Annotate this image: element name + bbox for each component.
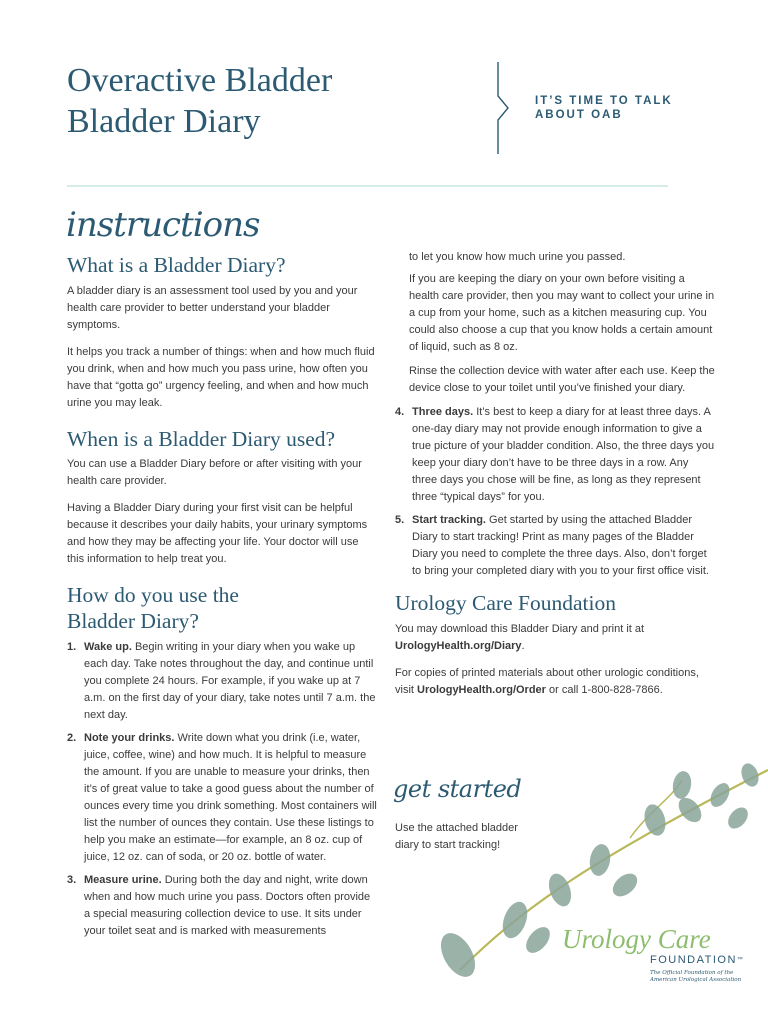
- ucf-text: .: [521, 640, 525, 652]
- when-paragraph-1: You can use a Bladder Diary before or after visiting with your health care provider.: [67, 458, 362, 487]
- step-item: [67, 730, 377, 866]
- right-column: [395, 249, 715, 699]
- step-title: Wake up.: [84, 641, 132, 653]
- ucf-paragraph-2: [395, 665, 715, 699]
- ucf-text: or call 1-800-828-7866.: [545, 684, 663, 696]
- when-heading: When is a Bladder Diary used?: [67, 427, 336, 451]
- step-text: During both the day and night, write down when and how much urine you pass. Doctors often provide a special measuring collection device to use. It sits under your toilet seat and is marked with measurements: [84, 874, 371, 937]
- step-title: Three days.: [412, 406, 474, 418]
- diary-link[interactable]: UrologyHealth.org/Diary: [395, 640, 522, 652]
- get-started-text: Use the attached bladder diary to start tracking!: [395, 822, 518, 851]
- logo-desc-line-2: American Urological Association: [650, 977, 742, 983]
- steps-list-left: [67, 639, 377, 940]
- logo-name: Urology Care: [562, 924, 711, 954]
- trademark-symbol: ™: [736, 957, 745, 963]
- logo-foundation-text: FOUNDATION: [650, 954, 737, 966]
- step-item: [395, 512, 715, 580]
- step-3-continued-3: Rinse the collection device with water after each use. Keep the device close to your toilet until you’ve finished your diary.: [409, 365, 715, 394]
- ucf-text: For copies of printed materials about other urologic conditions, visit: [395, 667, 699, 696]
- step-text: Begin writing in your diary when you wake up each day. Take notes throughout the day, and continue until you complete 24 hours. For example, if you wake up at 7 a.m. on the first day of your diary, take notes until 7 a.m. the next day.: [84, 641, 376, 721]
- step-number: 4.: [395, 406, 405, 418]
- left-column: [67, 252, 377, 940]
- step-item: [67, 639, 377, 724]
- step-number: 3.: [67, 874, 77, 886]
- step-text: Get started by using the attached Bladder Diary to start tracking! Print as many pages of the Bladder Diary you need to complete the three days. Also, don’t forget to bring your completed diary with you to your first office visit.: [412, 514, 709, 577]
- step-title: Start tracking.: [412, 514, 486, 526]
- steps-list-right: [395, 404, 715, 580]
- step-3-continued-1: to let you know how much urine you passed.: [409, 251, 626, 263]
- tagline-line-2: ABOUT OAB: [535, 109, 623, 121]
- step-item: [67, 872, 377, 940]
- what-heading: What is a Bladder Diary?: [67, 253, 286, 277]
- logo-foundation: [650, 954, 744, 967]
- step-3-continued-2: If you are keeping the diary on your own before visiting a health care provider, then you may want to collect your urine in a cup from your home, such as a kitchen measuring cup. You could also choose a cup that you know holds a certain amount of liquid, such as 8 oz.: [409, 273, 715, 353]
- ucf-heading: Urology Care Foundation: [395, 591, 616, 615]
- get-started-heading: get started: [393, 775, 522, 803]
- ucf-text: You may download this Bladder Diary and print it at: [395, 623, 645, 635]
- title-line-2: Bladder Diary: [67, 103, 261, 140]
- step-item: [395, 404, 715, 506]
- urology-care-foundation-logo: [562, 924, 744, 984]
- step-number: 5.: [395, 514, 405, 526]
- order-link[interactable]: UrologyHealth.org/Order: [417, 684, 546, 696]
- header-divider: [67, 185, 668, 187]
- tagline-line-1: IT’S TIME TO TALK: [535, 95, 673, 107]
- what-paragraph-1: A bladder diary is an assessment tool used by you and your health care provider to better understand your bladder symptoms.: [67, 285, 358, 331]
- step-title: Note your drinks.: [84, 732, 175, 744]
- how-heading: [67, 582, 377, 634]
- ucf-paragraph-1: [395, 621, 715, 655]
- step-text: It’s best to keep a diary for at least three days. A one-day diary may not provide enough information to give a true picture of your bladder condition. Also, the three days you keep your diary don’t have to be three days in a row. Any three days you chose will be fine, as long as they represent three “typical days” for you.: [412, 406, 715, 503]
- step-title: Measure urine.: [84, 874, 162, 886]
- how-heading-line-2: Bladder Diary?: [67, 609, 199, 633]
- document-title: [67, 60, 332, 142]
- step-text: Write down what you drink (i.e, water, juice, coffee, wine) and how much. It is helpful to measure the amount. If you are unable to measure your drinks, then it’s of great value to take a good guess about the number of ounces every time you drink something. Most containers will list the number of ounces they contain. Use these listings to help you make an estimate—for example, an 8 oz. cup of juice, 12 oz. can of soda, or 20 oz. bottle of water.: [84, 732, 377, 863]
- what-paragraph-2: It helps you track a number of things: when and how much fluid you drink, when and how much you pass urine, how often you have that “gotta go” urgency feeling, and when and how much urine you may leak.: [67, 346, 375, 409]
- chevron-divider-icon: [488, 62, 512, 154]
- instructions-heading: instructions: [66, 205, 260, 245]
- title-line-1: Overactive Bladder: [67, 62, 333, 99]
- step-number: 2.: [67, 732, 77, 744]
- tagline: [535, 94, 673, 122]
- logo-desc-line-1: The Official Foundation of the: [650, 970, 734, 976]
- step-number: 1.: [67, 641, 77, 653]
- how-heading-line-1: How do you use the: [67, 583, 239, 607]
- logo-description: [650, 970, 744, 984]
- when-paragraph-2: Having a Bladder Diary during your first visit can be helpful because it describes your daily habits, your urinary symptoms and how they may be affecting your life. Your doctor will use this information to help treat you.: [67, 502, 368, 565]
